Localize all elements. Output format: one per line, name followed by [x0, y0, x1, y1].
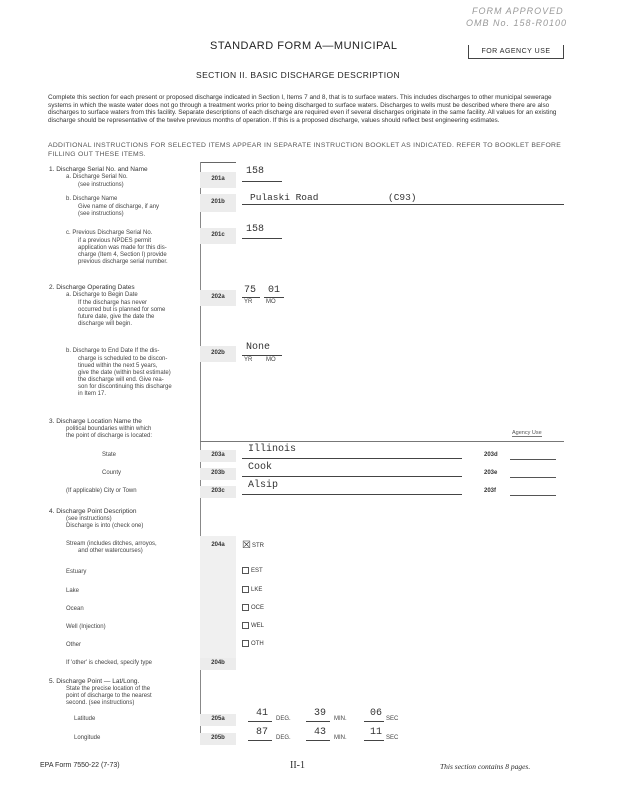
- code-205b: 205b: [200, 733, 236, 745]
- code-204a-shade: [200, 536, 236, 662]
- code-203e: 203e: [484, 470, 498, 476]
- begin-mo-label: MO: [266, 299, 276, 305]
- option-ocean[interactable]: [242, 604, 264, 611]
- section-pages-note: This section contains 8 pages.: [440, 762, 531, 771]
- item1c-note-3: charge (Item 4, Section I) provide: [78, 252, 167, 258]
- item2b-note-5: son for discontinuing this discharge: [78, 384, 172, 390]
- begin-month-value[interactable]: 01: [268, 285, 281, 296]
- item1b-label: b. Discharge Name: [66, 196, 118, 202]
- serial-number-line: [242, 181, 282, 182]
- lat-sec-line: [364, 721, 384, 722]
- form-approved-stamp: FORM APPROVED: [472, 6, 564, 16]
- item2b-note-6: in Item 17.: [78, 391, 107, 397]
- item1c-note-4: previous discharge serial number.: [78, 259, 168, 265]
- lat-min-label: MIN.: [334, 716, 347, 722]
- item5-note-1: State the precise location of the: [66, 686, 151, 692]
- item1c-note-2: application was made for this dis-: [78, 245, 167, 251]
- longitude-label: Longitude: [74, 735, 101, 741]
- item2a-label: a. Discharge to Begin Date: [66, 292, 138, 298]
- lat-deg-label: DEG.: [276, 716, 291, 722]
- code-column-rule: [200, 162, 236, 163]
- estuary-checkbox[interactable]: [242, 567, 249, 574]
- item3-note-1: political boundaries within which: [66, 426, 152, 432]
- item4-note-2: Discharge is into (check one): [66, 523, 144, 529]
- item2a-note-1: If the discharge has never: [78, 300, 148, 306]
- item2b-note-2: tinued within the next 5 years,: [78, 363, 158, 369]
- long-min-value[interactable]: 43: [314, 727, 327, 738]
- item2a-note-3: future date, give the date the: [78, 314, 155, 320]
- begin-month-line: [264, 297, 284, 298]
- item1b-note: Give name of discharge, if any: [78, 204, 160, 210]
- lat-deg-line: [248, 721, 272, 722]
- state-label: State: [102, 452, 117, 458]
- item1a-note: (see instructions): [78, 182, 124, 188]
- agency-use-label: Agency Use: [512, 430, 542, 436]
- item2b-note-4: the discharge will end. Give rea-: [78, 377, 164, 383]
- long-min-label: MIN.: [334, 735, 347, 741]
- location-top-rule: [200, 441, 564, 442]
- long-deg-value[interactable]: 87: [256, 727, 269, 738]
- code-204b: 204b: [200, 658, 236, 670]
- item3-heading: 3. Discharge Location Name the: [49, 418, 142, 425]
- long-sec-label: SEC: [386, 735, 399, 741]
- code-203a: 203a: [200, 450, 236, 462]
- lake-label: Lake: [66, 588, 80, 594]
- latitude-label: Latitude: [74, 716, 96, 722]
- item1c-label: c. Previous Discharge Serial No.: [66, 230, 153, 236]
- serial-number-value[interactable]: 158: [246, 166, 265, 177]
- long-min-line: [306, 740, 330, 741]
- end-yr-label: YR: [244, 357, 253, 363]
- code-202a: 202a: [200, 290, 236, 306]
- lake-checkbox[interactable]: [242, 586, 249, 593]
- item5-note-2: point of discharge to the nearest: [66, 693, 152, 699]
- discharge-name-code[interactable]: (C93): [388, 192, 417, 203]
- code-203b: 203b: [200, 468, 236, 480]
- end-date-line: [242, 355, 282, 356]
- option-estuary[interactable]: [242, 567, 263, 574]
- epa-form-number: EPA Form 7550-22 (7-73): [40, 762, 120, 769]
- state-agency-line: [510, 459, 556, 460]
- long-deg-label: DEG.: [276, 735, 291, 741]
- option-well[interactable]: [242, 622, 264, 629]
- item2a-note-4: discharge will begin.: [78, 321, 133, 327]
- county-line: [242, 476, 462, 477]
- item4-note-1: (see instructions): [66, 516, 112, 522]
- city-line: [242, 494, 462, 495]
- stream-checked-box[interactable]: ☒: [242, 540, 251, 551]
- begin-year-line: [242, 297, 260, 298]
- item1-heading: 1. Discharge Serial No. and Name: [49, 166, 148, 173]
- page-number: II-1: [290, 760, 305, 771]
- estuary-label: Estuary: [66, 569, 87, 575]
- well-label: Well (Injection): [66, 624, 106, 630]
- other-label: Other: [66, 642, 82, 648]
- lat-sec-value[interactable]: 06: [370, 708, 383, 719]
- well-checkbox[interactable]: [242, 622, 249, 629]
- ocean-code: OCE: [251, 605, 265, 612]
- code-201a: 201a: [200, 172, 236, 188]
- option-lake[interactable]: [242, 586, 262, 593]
- city-label: (If applicable) City or Town: [66, 488, 137, 494]
- lat-min-line: [306, 721, 330, 722]
- item2a-note-2: occurred but is planned for some: [78, 307, 166, 313]
- item1c-note-1: if a previous NPDES permit: [78, 238, 152, 244]
- item2b-note-1: charge is scheduled to be discon-: [78, 356, 168, 362]
- long-sec-line: [364, 740, 384, 741]
- end-mo-label: MO: [266, 357, 276, 363]
- city-agency-line: [510, 495, 556, 496]
- item2b-note-3: give the date (within best estimate): [78, 370, 171, 376]
- code-203f: 203f: [484, 488, 497, 494]
- intro-paragraph: Complete this section for each present or proposed discharge indicated in Section I, Items 7 and 8, that is to surface waters. This includes discharges to other municipal sewerage systems in which the waste water does not go through a treatment works prior to being discharged to surface waters. Discharges to wells must be described where there are also discharges to surface waters from this facility. Separate descriptions of each discharge are required even if several discharges originate in the same facility. All values for an existing discharge should be representative of the twelve previous months of operation. If this is a proposed discharge, values should reflect best engineering estimates.: [48, 94, 557, 124]
- county-agency-line: [510, 477, 556, 478]
- lat-min-value[interactable]: 39: [314, 708, 327, 719]
- item4-heading: 4. Discharge Point Description: [49, 508, 137, 515]
- previous-serial-value[interactable]: 158: [246, 224, 265, 235]
- stream-label: Stream (includes ditches, arroyos,: [66, 541, 157, 547]
- county-value[interactable]: Cook: [248, 462, 273, 473]
- end-date-value[interactable]: None: [246, 342, 271, 353]
- lake-code: LKE: [251, 587, 263, 594]
- code-204a: 204a: [211, 542, 225, 548]
- estuary-code: EST: [251, 568, 263, 575]
- item1a-label: a. Discharge Serial No.: [66, 174, 128, 180]
- item5-heading: 5. Discharge Point — Lat/Long.: [49, 678, 140, 685]
- city-value[interactable]: Alsip: [248, 480, 279, 491]
- well-code: WEL: [251, 623, 265, 630]
- other-checkbox[interactable]: [242, 640, 249, 647]
- begin-year-value[interactable]: 75: [244, 285, 257, 296]
- option-other[interactable]: [242, 640, 264, 647]
- other-specify-label: If 'other' is checked, specify type: [66, 660, 152, 666]
- county-label: County: [102, 470, 122, 476]
- stream-code: STR: [251, 543, 264, 550]
- discharge-name-line: [242, 204, 564, 205]
- discharge-name-value[interactable]: Pulaski Road: [250, 192, 319, 203]
- state-line: [242, 458, 462, 459]
- long-deg-line: [248, 740, 272, 741]
- item1b-note-2: (see instructions): [78, 211, 124, 217]
- code-201c: 201c: [200, 228, 236, 244]
- item2b-label: b. Discharge to End Date If the dis-: [66, 348, 160, 354]
- agency-use-box: FOR AGENCY USE: [468, 45, 564, 59]
- ocean-label: Ocean: [66, 606, 84, 612]
- begin-yr-label: YR: [244, 299, 253, 305]
- code-201b: 201b: [200, 194, 236, 212]
- code-203c: 203c: [200, 486, 236, 498]
- lat-sec-label: SEC: [386, 716, 399, 722]
- additional-instructions: ADDITIONAL INSTRUCTIONS FOR SELECTED ITEMS APPEAR IN SEPARATE INSTRUCTION BOOKLET AS INDICATED. REFER TO BOOKLET BEFORE FILLING OUT THESE ITEMS.: [48, 142, 562, 158]
- section-title: SECTION II. BASIC DISCHARGE DESCRIPTION: [196, 70, 401, 80]
- long-sec-value[interactable]: 11: [370, 727, 383, 738]
- item5-note-3: second. (see instructions): [66, 700, 135, 706]
- stream-label-2: and other watercourses): [78, 548, 143, 554]
- form-title: STANDARD FORM A—MUNICIPAL: [210, 40, 398, 52]
- option-stream[interactable]: [242, 540, 264, 551]
- lat-deg-value[interactable]: 41: [256, 708, 269, 719]
- item3-note-2: the point of discharge is located:: [66, 433, 153, 439]
- previous-serial-line: [242, 238, 282, 239]
- code-202b: 202b: [200, 346, 236, 362]
- omb-number-stamp: OMB No. 158-R0100: [466, 18, 568, 28]
- code-205a: 205a: [200, 714, 236, 726]
- state-value[interactable]: Illinois: [248, 444, 297, 455]
- item2-heading: 2. Discharge Operating Dates: [49, 284, 135, 291]
- code-203d: 203d: [484, 452, 498, 458]
- ocean-checkbox[interactable]: [242, 604, 249, 611]
- other-code: OTH: [251, 641, 264, 648]
